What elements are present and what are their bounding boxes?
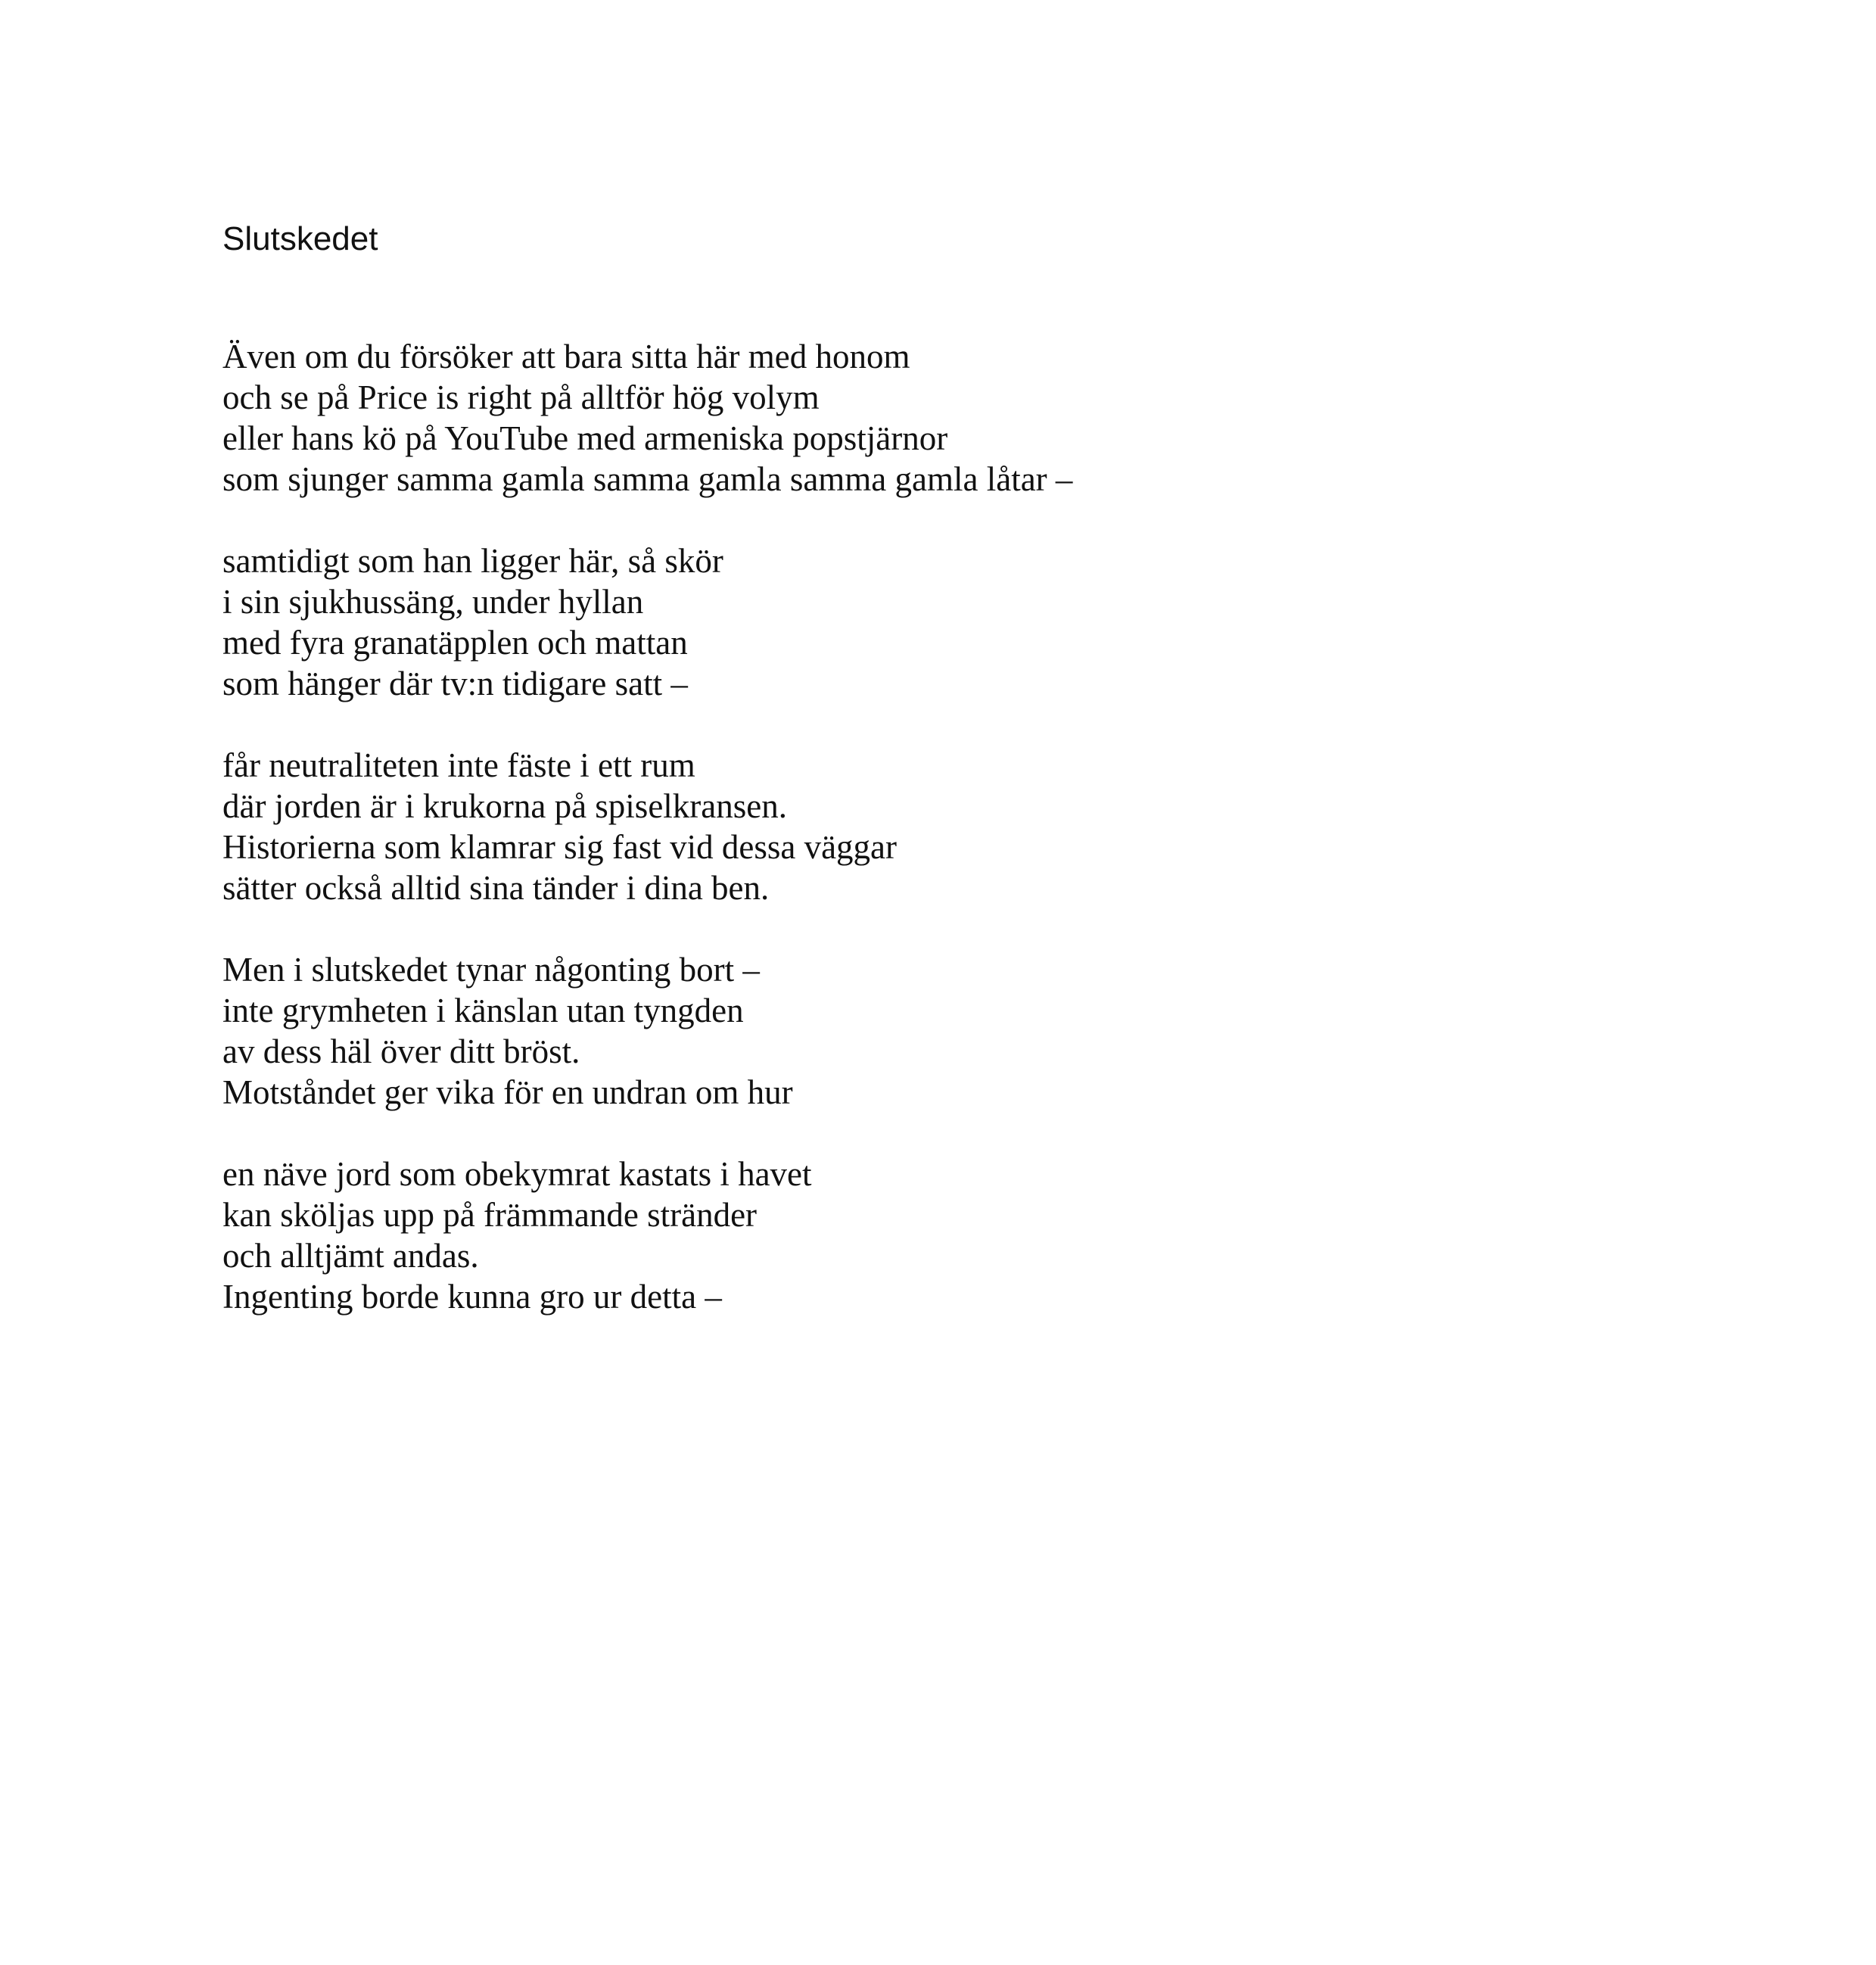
stanza-1 [222,336,1660,500]
poem-line: som hänger där tv:n tidigare satt – [222,665,688,702]
poem-line: av dess häl över ditt bröst. [222,1032,580,1070]
poem-line: och alltjämt andas. [222,1237,479,1275]
poem-line: i sin sjukhussäng, under hyllan [222,583,644,621]
poem-line: Motståndet ger vika för en undran om hur [222,1073,793,1111]
poem-line: kan sköljas upp på främmande stränder [222,1196,758,1234]
stanza-4 [222,949,1660,1113]
poem-line: sätter också alltid sina tänder i dina ben. [222,869,770,907]
poem-line: Ingenting borde kunna gro ur detta – [222,1278,722,1316]
poem-line: samtidigt som han ligger här, så skör [222,542,723,580]
stanza-3 [222,745,1660,908]
poem-body [222,336,1660,1358]
stanza-5 [222,1154,1660,1317]
poem-line: en näve jord som obekymrat kastats i havet [222,1155,812,1193]
poem-line: eller hans kö på YouTube med armeniska popstjärnor [222,419,948,457]
poem-line: Men i slutskedet tynar någonting bort – [222,951,760,989]
poem-line: Historierna som klamrar sig fast vid dessa väggar [222,828,898,866]
stanza-2 [222,540,1660,704]
poem-line: med fyra granatäpplen och mattan [222,624,688,662]
poem-title: Slutskedet [222,220,378,257]
poem-line: där jorden är i krukorna på spiselkransen. [222,787,787,825]
poem-line: får neutraliteten inte fäste i ett rum [222,746,695,784]
poem-line: Även om du försöker att bara sitta här med honom [222,338,910,375]
poem-line: inte grymheten i känslan utan tyngden [222,992,744,1029]
poem-line: som sjunger samma gamla samma gamla samma gamla låtar – [222,460,1073,498]
poem-line: och se på Price is right på alltför hög volym [222,378,820,416]
